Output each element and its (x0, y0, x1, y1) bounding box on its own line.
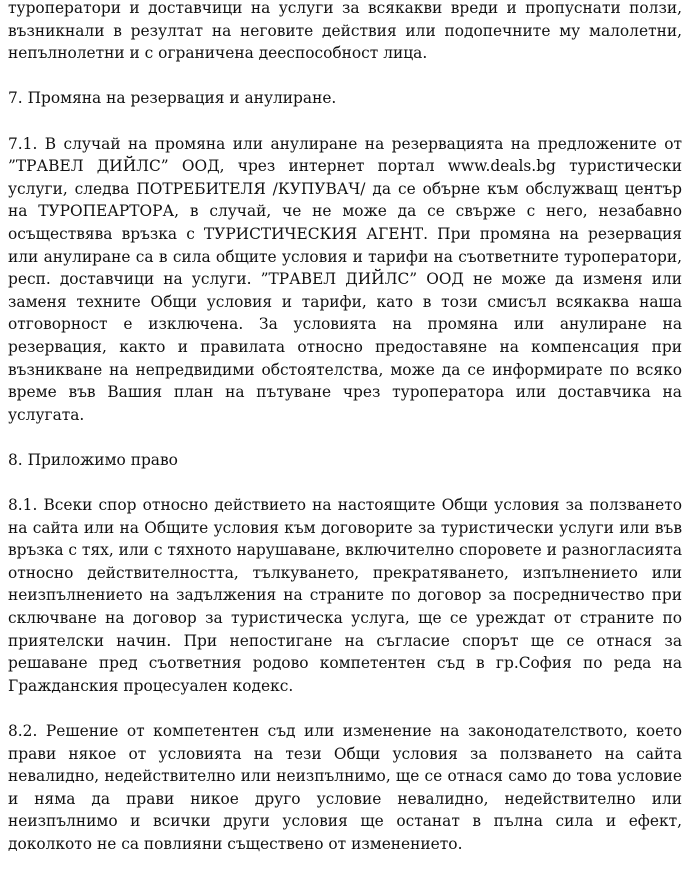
intro-paragraph: туроператори и доставчици на услуги за всякакви вреди и пропуснати ползи, възникнали в резултат на неговите действия или подопечните му малолетни, непълнолетни и с ограничена дееспособност лица. (8, 0, 682, 63)
section-7-heading: 7. Промяна на резервация и анулиране. (8, 89, 337, 108)
section-7-1-paragraph: 7.1. В случай на промяна или анулиране на резервацията на предложените от ”ТРАВЕЛ ДИЙЛС” ООД, чрез интернет портал www.deals.bg туристически услуги, следва ПОТРЕБИТЕЛЯ /КУПУВАЧ/ да се обърне към обслужващ център на ТУРОПЕАРТОРА, в случай, че не може да се свърже с него, незабавно осъществява връзка с ТУРИСТИЧЕСКИЯ АГЕНТ. При промяна на резервация или анулиране са в сила общите условия и тарифи на съответните туроператори, респ. доставчици на услуги. ”ТРАВЕЛ ДИЙЛС” ООД не може да изменя или заменя техните Общи условия и тарифи, като в този смисъл всякаква наша отговорност е изключена. За условията на промяна или анулиране на резервация, както и правилата относно предоставяне на компенсация при възникване на непредвидими обстоятелства, може да се информирате по всяко време във Вашия план на пътуване чрез туроператора или доставчика на услугата. (8, 134, 682, 424)
terms-document (8, 0, 682, 878)
section-8-2-paragraph: 8.2. Решение от компетентен съд или изменение на законодателството, което прави някое от условията на тези Общи условия за ползването на сайта невалидно, недействително или неизпълнимо, ще се отнася само до това условие и няма да прави никое друго условие невалидно, недействително или неизпълнимо и всички други условия ще останат в пълна сила и ефект, доколкото не са повлияни съществено от изменението. (8, 722, 682, 853)
section-8-1-paragraph: 8.1. Всеки спор относно действието на настоящите Общи условия за ползването на сайта или на Общите условия към договорите за туристически услуги или във връзка с тях, или с тяхното нарушаване, включително споровете и разногласията относно действителността, тълкуването, прекратяването, изпълнението или неизпълнението на задължения на страните по договор за посредничество при сключване на договор за туристическа услуга, ще се уреждат от страните по приятелски начин. При непостигане на съгласие спорът ще се отнася за решаване пред съответния родово компетентен съд в гр.София по реда на Гражданския процесуален кодекс. (8, 496, 682, 695)
section-8-heading: 8. Приложимо право (8, 450, 178, 469)
